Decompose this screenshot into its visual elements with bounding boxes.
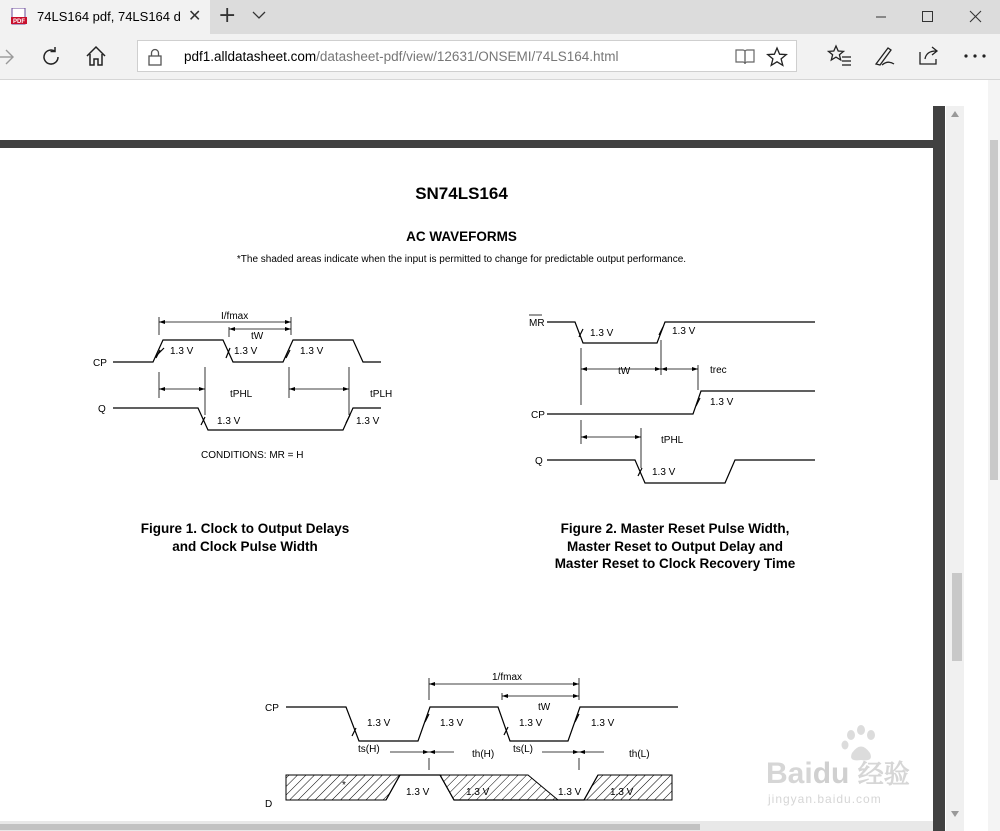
pdf-file-icon	[11, 8, 27, 26]
fig1-threshold-2: 1.3 V	[234, 346, 258, 357]
fig2-threshold-1: 1.3 V	[590, 328, 614, 339]
share-icon[interactable]	[917, 43, 941, 67]
fig3-threshold-1: 1.3 V	[367, 718, 391, 729]
fig2-tw-label: tW	[618, 366, 631, 377]
more-menu-icon[interactable]	[963, 52, 987, 60]
fig3-threshold-2: 1.3 V	[440, 718, 464, 729]
watermark-url: jingyan.baidu.com	[768, 792, 882, 806]
navigation-bar	[0, 34, 1000, 80]
fig3-threshold-5: 1.3 V	[406, 787, 430, 798]
reading-view-icon[interactable]	[734, 47, 756, 67]
fig3-threshold-3: 1.3 V	[519, 718, 543, 729]
home-icon[interactable]	[84, 44, 108, 68]
scroll-down-icon[interactable]	[950, 810, 960, 818]
active-tab[interactable]	[0, 0, 210, 34]
horizontal-scroll-thumb[interactable]	[0, 824, 700, 830]
pdf-viewer	[0, 80, 1000, 831]
fig2-tphl-label: tPHL	[661, 435, 684, 446]
fig3-cp-label: CP	[265, 703, 279, 714]
pen-notes-icon[interactable]	[872, 44, 896, 68]
figure2-waveform	[525, 310, 825, 490]
fig3-threshold-6: 1.3 V	[466, 787, 490, 798]
chevron-down-icon[interactable]	[252, 8, 266, 22]
fig2-threshold-3: 1.3 V	[710, 397, 734, 408]
fig3-tsl-label: ts(L)	[513, 744, 533, 755]
refresh-icon[interactable]	[39, 45, 63, 69]
new-tab-icon[interactable]: +	[218, 3, 237, 28]
fig1-threshold-3: 1.3 V	[300, 346, 324, 357]
figure1-caption-line1: Figure 1. Clock to Output Delays	[140, 521, 350, 536]
fig2-threshold-4: 1.3 V	[652, 467, 676, 478]
figure2-caption	[530, 520, 820, 573]
watermark-brand-du: du	[812, 757, 850, 790]
address-path: /datasheet-pdf/view/12631/ONSEMI/74LS164.html	[316, 49, 619, 64]
fig1-threshold-4: 1.3 V	[217, 416, 241, 427]
figure1-caption	[120, 520, 370, 555]
part-number-title: SN74LS164	[415, 184, 508, 203]
viewer-scroll-thumb[interactable]	[952, 573, 962, 661]
fig3-cp-trace	[286, 707, 678, 741]
section-title: AC WAVEFORMS	[406, 229, 517, 244]
tab-title: 74LS164 pdf, 74LS164 d	[37, 9, 181, 24]
close-window-icon[interactable]	[952, 0, 998, 34]
fig2-trec-label: trec	[710, 365, 727, 376]
fig3-thl-label: th(L)	[629, 749, 650, 760]
fig1-threshold-5: 1.3 V	[356, 416, 380, 427]
address-url	[184, 49, 619, 64]
watermark-brand: Bai	[766, 757, 813, 790]
fig1-fmax-label: I/fmax	[221, 311, 249, 322]
fig3-tw-label: tW	[538, 702, 551, 713]
fig2-cp-label: CP	[531, 410, 545, 421]
fig2-cp-trace	[547, 391, 815, 414]
fig1-tphl-label: tPHL	[230, 389, 253, 400]
svg-text:PDF: PDF	[13, 19, 25, 25]
page-scroll-thumb[interactable]	[990, 140, 998, 480]
figure2-caption-line1: Figure 2. Master Reset Pulse Width,	[560, 521, 790, 536]
fig2-mr-label: MR	[529, 318, 545, 329]
fig3-threshold-4: 1.3 V	[591, 718, 615, 729]
fig2-q-label: Q	[535, 456, 543, 467]
figure2-caption-line3: Master Reset to Clock Recovery Time	[554, 556, 796, 571]
figure1-waveform	[88, 305, 408, 465]
fig3-threshold-7: 1.3 V	[558, 787, 582, 798]
fig1-tplh-label: tPLH	[370, 389, 393, 400]
fig3-star: *	[342, 780, 346, 791]
maximize-icon[interactable]	[904, 0, 950, 34]
fig3-tsh-label: ts(H)	[358, 744, 380, 755]
fig3-threshold-8: 1.3 V	[610, 787, 634, 798]
fig1-q-label: Q	[98, 404, 106, 415]
minimize-icon[interactable]	[858, 0, 904, 34]
fig3-thh-label: th(H)	[472, 749, 495, 760]
figure1-caption-line2: and Clock Pulse Width	[172, 538, 318, 554]
address-host: pdf1.alldatasheet.com	[184, 49, 317, 64]
page-separator	[0, 140, 945, 148]
favorite-star-icon[interactable]	[766, 46, 788, 68]
figure3-waveform	[258, 670, 688, 820]
fig1-tw-label: tW	[251, 331, 264, 342]
figure2-caption-line2: Master Reset to Output Delay and	[566, 538, 784, 554]
baidu-jingyan-watermark	[766, 718, 946, 808]
fig1-cp-label: CP	[93, 358, 107, 369]
favorites-hub-icon[interactable]	[827, 44, 853, 68]
tab-bar	[0, 0, 1000, 34]
fig3-fmax-label: 1/fmax	[492, 672, 523, 683]
back-arrow-icon[interactable]	[0, 47, 16, 67]
shaded-area-note: *The shaded areas indicate when the input is permitted to change for predictable output performance.	[236, 254, 687, 265]
lock-icon	[147, 48, 163, 66]
fig2-threshold-2: 1.3 V	[672, 326, 696, 337]
viewer-vertical-scrollbar[interactable]	[946, 106, 964, 831]
fig3-d-label: D	[265, 799, 273, 810]
tab-close-icon[interactable]: ✕	[188, 8, 202, 25]
fig1-threshold-1: 1.3 V	[170, 346, 194, 357]
watermark-cn: 经验	[857, 760, 910, 790]
fig2-q-trace	[547, 460, 815, 483]
scroll-up-icon[interactable]	[950, 110, 960, 118]
address-bar[interactable]	[137, 40, 797, 72]
fig1-q-trace	[113, 408, 381, 430]
fig1-conditions: CONDITIONS: MR = H	[201, 450, 304, 461]
